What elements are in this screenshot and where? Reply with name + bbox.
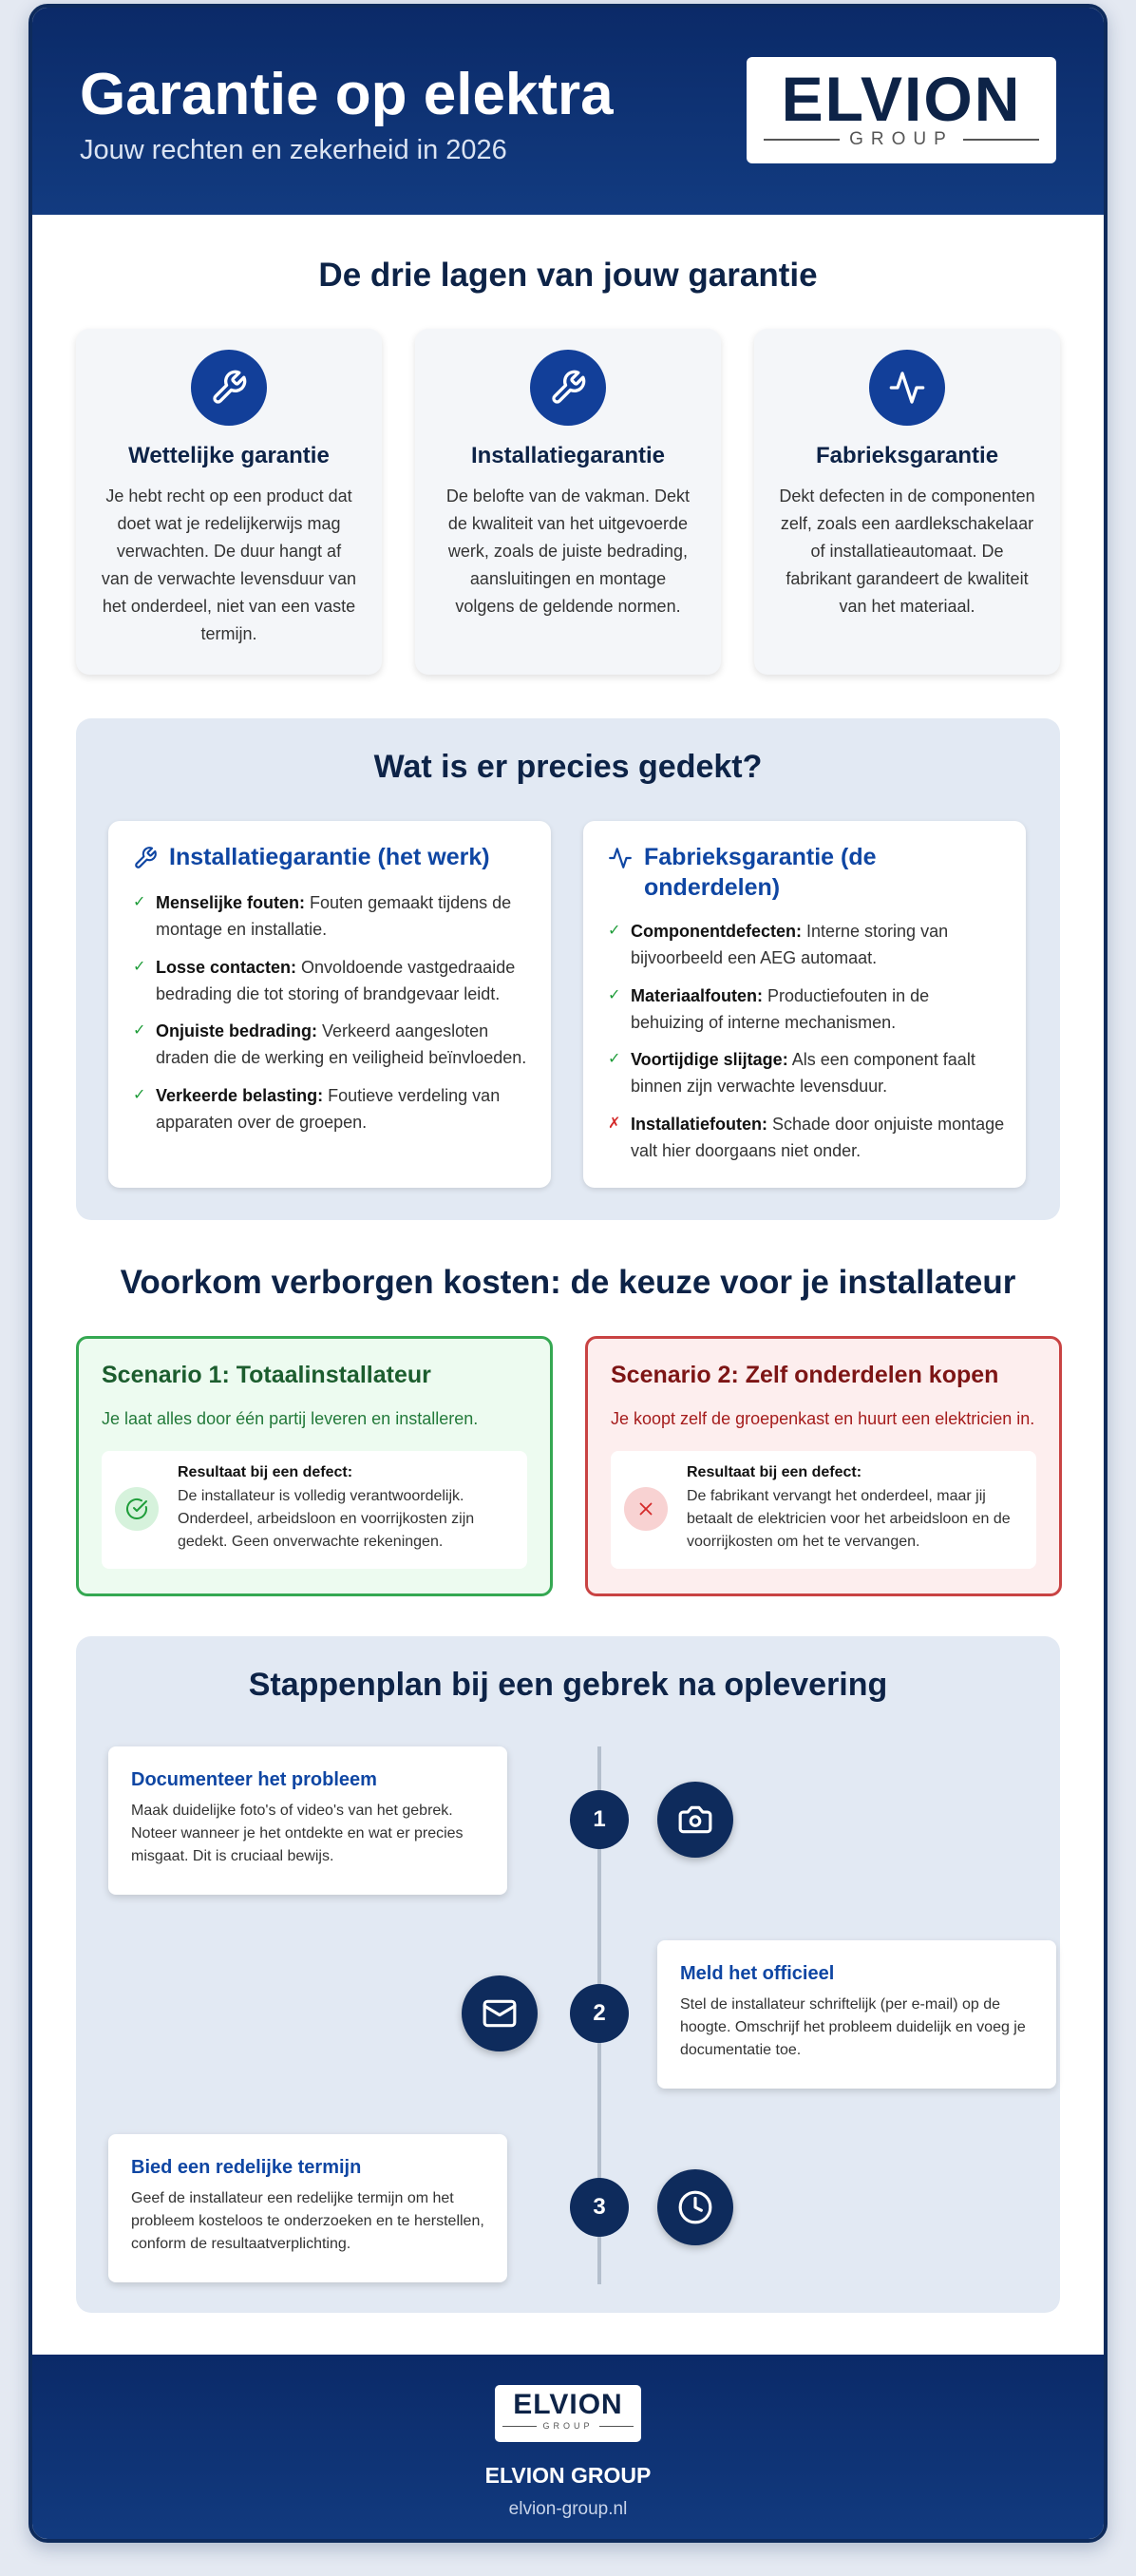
result-text: De installateur is volledig verantwoordelijk. Onderdeel, arbeidsloon en voorrijkosten zijn gedekt. Geen onverwachte rekeningen. xyxy=(178,1488,475,1550)
scenario-1-card xyxy=(76,1336,553,1596)
card-legal-warranty xyxy=(76,329,382,675)
logo-wordmark: ELVION xyxy=(781,64,1022,134)
coverage-item: ✓ Losse contacten: Onvoldoende vastgedraaide bedrading die tot storing of brandgevaar leidt. xyxy=(133,958,516,1003)
infographic-frame xyxy=(28,4,1108,2543)
wrench-icon xyxy=(133,846,158,870)
card-text: Je hebt recht op een product dat doet wat je redelijkerwijs mag verwachten. De duur hangt af van de verwachte levensduur van het onderdeel, niet van een vaste termijn. xyxy=(101,487,357,643)
coverage-card-installation xyxy=(108,821,551,1188)
coverage-item: ✓ Componentdefecten: Interne storing van bijvoorbeeld een AEG automaat. xyxy=(608,922,949,967)
clock-icon xyxy=(657,2169,733,2245)
step-title: Bied een redelijke termijn xyxy=(131,2157,362,2178)
card-title: Installatiegarantie xyxy=(470,443,666,468)
footer xyxy=(32,2355,1104,2543)
coverage-item: ✓ Verkeerde belasting: Foutieve verdeling van apparaten over de groepen. xyxy=(133,1086,501,1132)
footer-company-name: ELVION GROUP xyxy=(484,2463,652,2488)
step-title: Meld het officieel xyxy=(680,1963,835,1984)
card-text: De belofte van de vakman. Dekt de kwaliteit van het uitgevoerde werk, zoals de juiste bedrading, aansluitingen en montage volgens de geldende normen. xyxy=(445,487,691,616)
coverage-item: ✓ Menselijke fouten: Fouten gemaakt tijdens de montage en installatie. xyxy=(133,893,512,939)
coverage-item: ✓ Onjuiste bedrading: Verkeerd aangesloten draden die de werking en veiligheid beïnvloeden. xyxy=(133,1021,527,1067)
step-number-2: 2 xyxy=(570,1984,629,2043)
layers-title: De drie lagen van jouw garantie xyxy=(318,257,818,294)
card-factory-warranty xyxy=(754,329,1060,675)
scenario-desc: Je koopt zelf de groepenkast en huurt een elektricien in. xyxy=(611,1409,1035,1428)
header xyxy=(32,8,1104,215)
scenario-2-card xyxy=(585,1336,1062,1596)
card-title: Fabrieksgarantie xyxy=(815,443,999,468)
step-text: Stel de installateur schriftelijk (per e-mail) op de hoogte. Omschrijf het probleem duidelijk en voeg je documentatie toe. xyxy=(680,1996,1026,2058)
coverage-panel xyxy=(76,718,1060,1220)
coverage-item: ✗ Installatiefouten: Schade door onjuiste montage valt hier doorgaans niet onder. xyxy=(608,1115,1005,1160)
logo-subtext: GROUP xyxy=(849,129,954,149)
scenario-title: Scenario 1: Totaalinstallateur xyxy=(102,1362,431,1388)
step-card-2 xyxy=(657,1940,1056,2089)
coverage-item: ✓ Voortijdige slijtage: Als een component faalt binnen zijn verwachte levensduur. xyxy=(608,1050,975,1096)
pulse-icon xyxy=(869,350,945,426)
page-subtitle: Jouw rechten en zekerheid in 2026 xyxy=(80,135,507,165)
card-installation-warranty xyxy=(415,329,721,675)
card-text: Dekt defecten in de componenten zelf, zoals een aardlekschakelaar of installatieautomaat. De fabrikant garandeert de kwaliteit van het materiaal. xyxy=(779,487,1035,616)
coverage-card-title: Installatiegarantie (het werk) xyxy=(169,844,490,870)
step-card-3 xyxy=(108,2134,507,2282)
result-title: Resultaat bij een defect: xyxy=(178,1464,353,1480)
footer-logo xyxy=(495,2385,641,2442)
coverage-title: Wat is er precies gedekt? xyxy=(373,749,763,785)
result-title: Resultaat bij een defect: xyxy=(687,1464,862,1480)
wrench-icon xyxy=(530,350,606,426)
result-text: De fabrikant vervangt het onderdeel, maar jij betaalt de elektricien voor het arbeidsloon en de voorrijkosten om het te vervangen. xyxy=(687,1488,1011,1550)
scenario-title: Scenario 2: Zelf onderdelen kopen xyxy=(611,1362,999,1388)
step-title: Documenteer het probleem xyxy=(131,1769,377,1790)
scenario-result xyxy=(611,1451,1036,1569)
logo-wordmark: ELVION xyxy=(513,2389,623,2420)
page-title: Garantie op elektra xyxy=(80,62,614,127)
scenarios-title: Voorkom verborgen kosten: de keuze voor je installateur xyxy=(120,1264,1016,1301)
wrench-icon xyxy=(191,350,267,426)
mail-icon xyxy=(462,1975,538,2051)
step-card-1 xyxy=(108,1746,507,1895)
steps-title: Stappenplan bij een gebrek na oplevering xyxy=(248,1667,888,1703)
logo-subtext: GROUP xyxy=(542,2421,594,2431)
coverage-card-factory xyxy=(583,821,1026,1188)
step-text: Geef de installateur een redelijke termijn om het probleem kosteloos te onderzoeken en te herstellen, conform de resultaatverplichting. xyxy=(131,2190,484,2252)
pulse-icon xyxy=(608,846,633,870)
coverage-item: ✓ Materiaalfouten: Productiefouten in de behuizing of interne mechanismen. xyxy=(608,986,930,1032)
card-title: Wettelijke garantie xyxy=(128,443,330,468)
scenario-result xyxy=(102,1451,527,1569)
coverage-card-title: Fabrieksgarantie (de onderdelen) xyxy=(644,844,877,901)
scenario-desc: Je laat alles door één partij leveren en installeren. xyxy=(102,1409,479,1428)
header-logo xyxy=(747,57,1056,163)
camera-icon xyxy=(657,1782,733,1858)
footer-website-link[interactable]: elvion-group.nl xyxy=(508,2499,628,2519)
step-number-1: 1 xyxy=(570,1790,629,1849)
step-text: Maak duidelijke foto's of video's van het gebrek. Noteer wanneer je het ontdekte en wat er precies misgaat. Dit is cruciaal bewijs. xyxy=(131,1803,464,1864)
check-circle-icon xyxy=(115,1487,159,1531)
close-icon xyxy=(624,1487,668,1531)
step-number-3: 3 xyxy=(570,2178,629,2237)
